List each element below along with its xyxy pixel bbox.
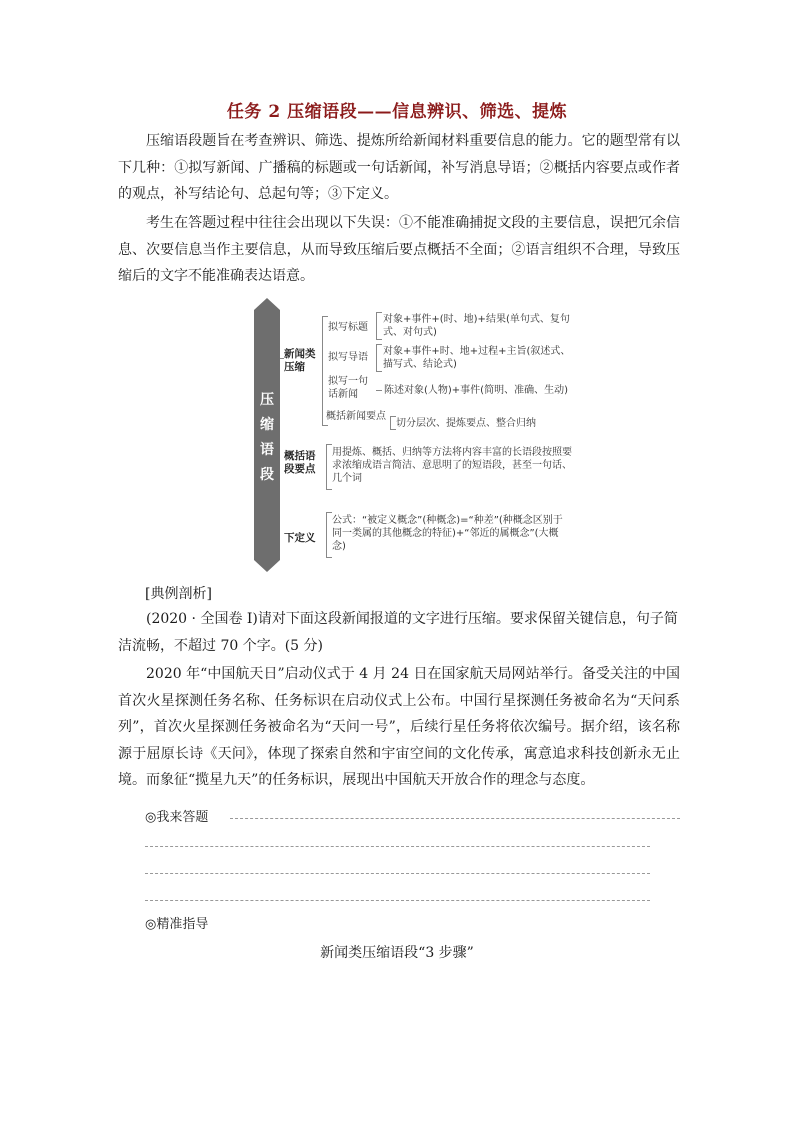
news-item-desc: 对象+事件+时、地+过程+主旨(叙述式、描写式、结论式) [383,346,571,370]
summary-branch-label: 概括语 段要点 [284,450,316,475]
answer-line[interactable] [145,873,650,874]
news-passage: 2020 年“中国航天日”启动仪式于 4 月 24 日在国家航天局网站举行。备受关注的中国首次火星探测任务名称、任务标识在启动仪式上公布。中国行星探测任务被命名为“天问系列”，首次火星探测任务被命名为“天问一号”，后续行星任务将依次编号。据介绍，该名称源于屈原长诗《天问》，体现了探索自然和宇宙空间的文化传承，寓意追求科技创新永无止境。而象征“揽星九天”的任务标识，展现出中国航天开放合作的理念与态度。 [118,666,680,788]
answer-label: ◎我来答题 [145,810,209,825]
news-branch-label: 新闻类 压缩 [284,348,316,373]
news-item-name: 拟写导语 [328,352,368,363]
definition-branch-label: 下定义 [284,532,316,544]
news-item-desc: 对象+事件+(时、地)+结果(单句式、复句式、对句式) [383,314,570,338]
case-question: (2020 · 全国卷 Ⅰ)请对下面这段新闻报道的文字进行压缩。要求保留关键信息，句子简洁流畅，不超过 70 个字。(5 分) [118,611,678,654]
answer-line[interactable] [145,846,650,847]
compression-diagram [250,298,580,574]
news-item-name: 拟写标题 [328,322,368,333]
answer-line[interactable] [230,818,680,819]
definition-desc: 公式：“被定义概念”(种概念)=“种差”(种概念区别于同一类属的其他概念的特征)+“邻近的属概念”(大概念) [332,515,563,552]
news-item-name: 拟写一句话新闻 [328,376,368,400]
diagram-root-label: 压 缩 语 段 [260,392,274,483]
news-item-name: 概括新闻要点 [326,411,386,422]
steps-title: 新闻类压缩语段“3 步骤” [320,945,474,961]
case-analysis-label: [典例剖析] [145,586,212,602]
summary-desc: 用提炼、概括、归纳等方法将内容丰富的长语段按照要求浓缩成语言简洁、意思明了的短语段，甚至一句话、几个词 [332,447,572,484]
news-item-desc: 陈述对象(人物)+事件(简明、准确、生动) [384,385,568,396]
answer-line[interactable] [145,900,650,901]
news-item-desc: 切分层次、提炼要点、整合归纳 [396,418,536,429]
page-title: 任务 2 压缩语段——信息辨识、筛选、提炼 [226,102,568,122]
intro-paragraph-1: 压缩语段题旨在考查辨识、筛选、提炼所给新闻材料重要信息的能力。它的题型常有以下几种：①拟写新闻、广播稿的标题或一句话新闻，补写消息导语；②概括内容要点或作者的观点，补写结论句、总起句等；③下定义。 [118,133,680,202]
intro-paragraph-2: 考生在答题过程中往往会出现以下失误：①不能准确捕捉文段的主要信息，误把冗余信息、次要信息当作主要信息，从而导致压缩后要点概括不全面；②语言组织不合理，导致压缩后的文字不能准确表达语意。 [118,215,680,284]
guide-label: ◎精准指导 [145,917,209,932]
news-item-bracket [376,344,382,372]
connector [376,390,382,391]
news-item-bracket [376,312,382,340]
